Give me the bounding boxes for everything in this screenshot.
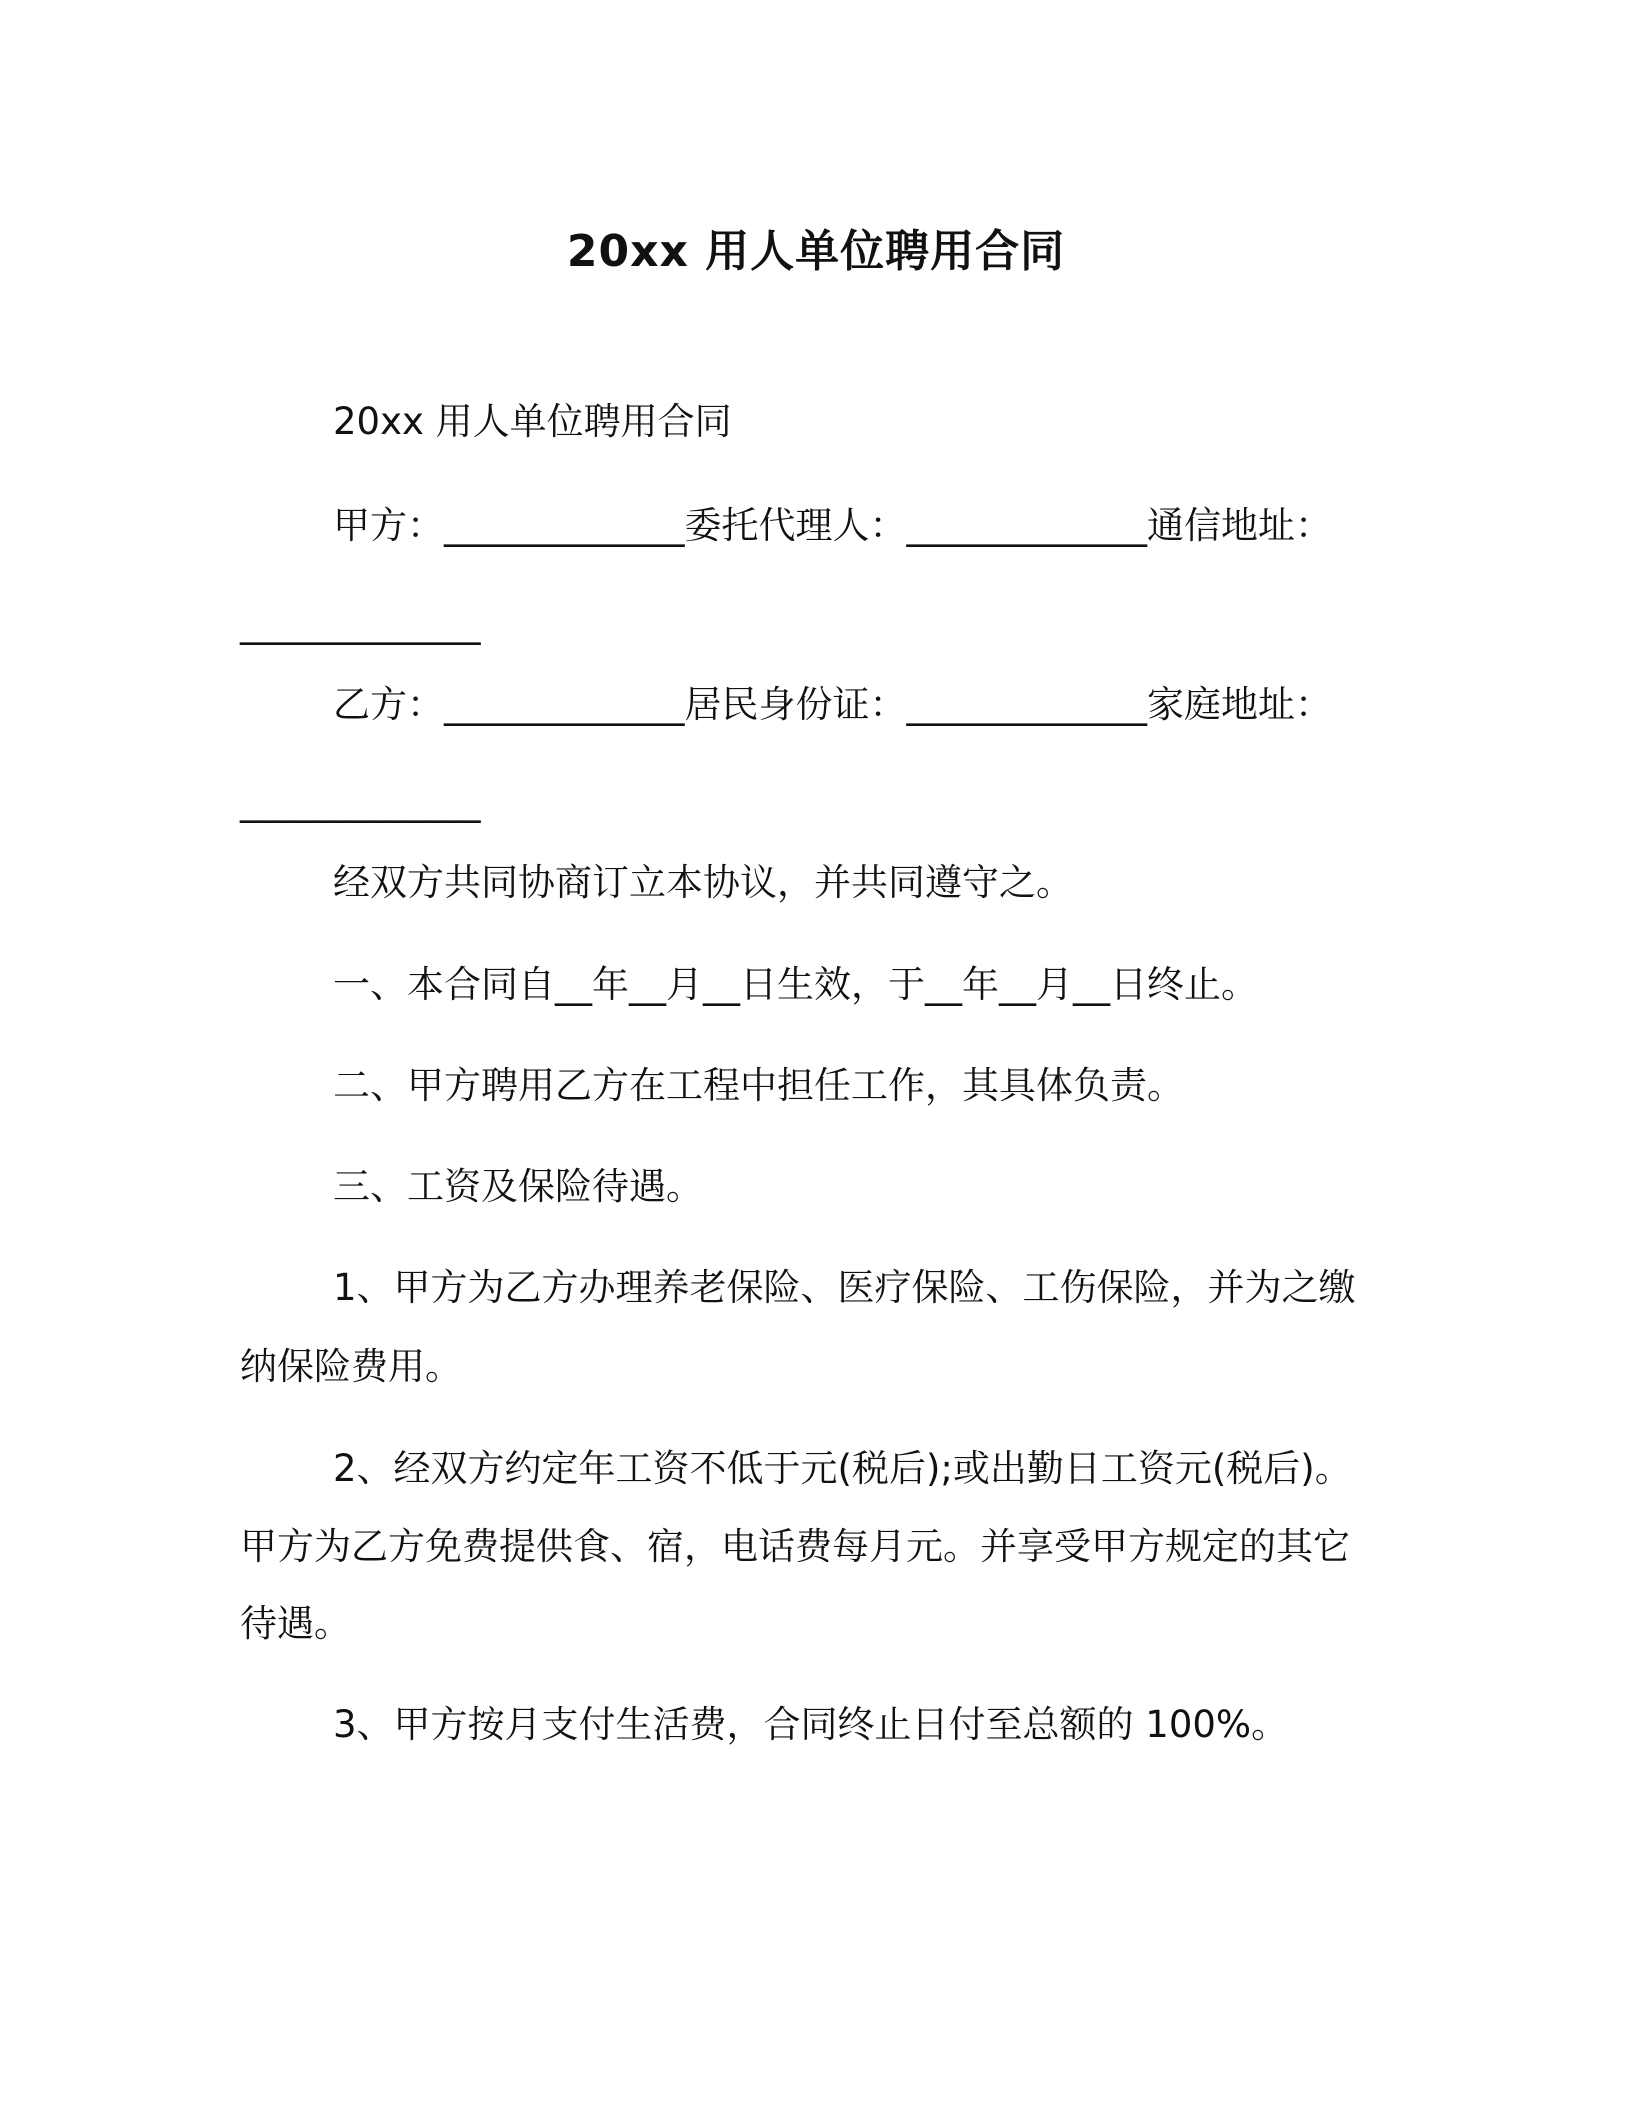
clause-position: 二、甲方聘用乙方在工程中担任工作，其具体负责。: [333, 1064, 1184, 1107]
contract-subtitle: 20xx 用人单位聘用合同: [333, 400, 732, 443]
party-a-line: 甲方：_____________委托代理人：_____________通信地址：: [333, 504, 1332, 547]
item-insurance-line1: 1、甲方为乙方办理养老保险、医疗保险、工伤保险，并为之缴: [333, 1266, 1356, 1309]
clause-term: 一、本合同自__年__月__日生效，于__年__月__日终止。: [333, 963, 1258, 1006]
item-payment: 3、甲方按月支付生活费，合同终止日付至总额的 100%。: [333, 1703, 1289, 1746]
clause-salary-insurance: 三、工资及保险待遇。: [333, 1165, 703, 1208]
item-insurance-line2: 纳保险费用。: [240, 1345, 462, 1388]
document-title: 20xx 用人单位聘用合同: [566, 226, 1066, 277]
agreement-statement: 经双方共同协商订立本协议，并共同遵守之。: [333, 861, 1073, 904]
item-wage-line2: 甲方为乙方免费提供食、宿，电话费每月元。并享受甲方规定的其它: [240, 1525, 1350, 1568]
party-b-line: 乙方：_____________居民身份证：_____________家庭地址：: [333, 683, 1332, 726]
item-wage-line1: 2、经双方约定年工资不低于元(税后);或出勤日工资元(税后)。: [333, 1447, 1352, 1490]
item-wage-line3: 待遇。: [240, 1602, 351, 1645]
party-a-address-blank: _____________: [240, 602, 481, 645]
party-b-address-blank: _____________: [240, 780, 481, 823]
